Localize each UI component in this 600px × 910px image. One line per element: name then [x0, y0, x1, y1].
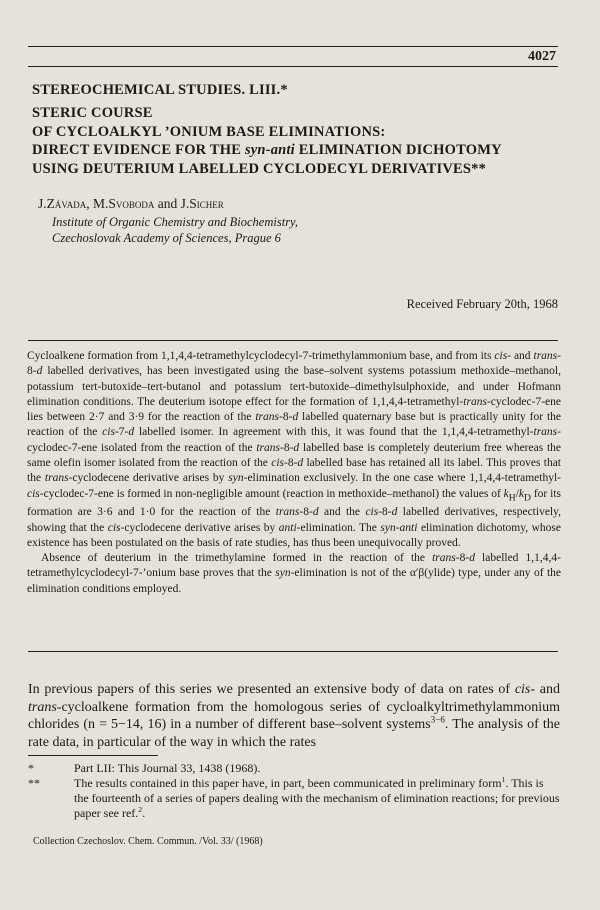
page-number: 4027 — [528, 49, 556, 64]
header-rule — [28, 66, 558, 67]
footnotes — [28, 761, 560, 821]
abstract-paragraph-1: Cycloalkene formation from 1,1,4,4-tetramethylcyclodecyl-7-trimethylammonium base, and from its cis- and trans-8-d labelled derivatives, has been investigated using the base–solvent systems potassium methoxide–methanol, potassium tert-butoxide–tert-butanol and potassium tert-butoxide–dimethylsulphoxide, and under Hofmann elimination conditions. The deuterium isotope effect for the formation of 1,1,4,4-tetramethyl-trans-cyclodec-7-ene lies between 2·7 and 3·9 for the reaction of the trans-8-d labelled quaternary base but is practically unity for the reaction of the cis-7-d labelled isomer. In agreement with this, it was found that the 1,1,4,4-tetramethyl-trans-cyclodec-7-ene isolated from the reaction of the trans-8-d labelled base is completely deuterium free whereas the same olefin isomer isolated from the reaction of the cis-8-d labelled base has retained all its label. This proves that the trans-cyclodecene derivative arises by syn-elimination exclusively. In the one case where 1,1,4,4-tetramethyl-cis-cyclodec-7-ene is formed in non-negligible amount (reaction in methoxide–methanol) the values of $k_H/k_D$ for its formation are 3·6 and 1·0 for the reaction of the trans-8-d and the cis-8-d labelled derivatives, respectively, showing that the cis-cyclodecene derivative arises by anti-elimination. The syn-anti elimination dichotomy, whose existence has been postulated on the basis of rate studies, has thus been unequivocally proved. — [27, 350, 562, 549]
body-text — [28, 681, 560, 751]
body-paragraph: In previous papers of this series we presented an extensive body of data on rates of cis- and trans-cycloalkene formation from the homologous series of cycloalkyltrimethylammonium chlorides (n = 5−14, 16) in a number of different base–solvent systems$^{3-6}$. The analysis of the rate data, in particular of the way in which the rates — [28, 682, 560, 750]
top-rule — [28, 46, 558, 47]
abstract — [27, 349, 561, 597]
abstract-top-rule — [28, 340, 558, 341]
abstract-bottom-rule — [28, 651, 558, 652]
received-date: Received February 20th, 1968 — [406, 297, 558, 311]
footnote-rule — [28, 755, 158, 756]
series-title: STEREOCHEMICAL STUDIES. LIII.* — [32, 82, 288, 98]
footnote-2: ** The results contained in this paper have, in part, been communicated in preliminary form$^1$. This is the fourteenth of a series of papers dealing with the mechanism of elimination reactions; for previous paper see ref.$^2$. — [28, 775, 560, 820]
authors: J.Závada, M.Svoboda and J.Sicher — [38, 196, 224, 211]
article-title — [32, 104, 562, 178]
affiliation: Institute of Organic Chemistry and Biochemistry, Czechoslovak Academy of Sciences, Prague 6 — [52, 215, 299, 245]
abstract-paragraph-2: Absence of deuterium in the trimethylamine formed in the reaction of the trans-8-d labelled 1,1,4,4-tetramethylcyclodecyl-7-’onium base proves that the syn-elimination is not of the α′β(ylide) type, under any of the elimination conditions employed. — [27, 552, 561, 595]
title-line-1: STERIC COURSE — [32, 105, 153, 121]
title-line-4: USING DEUTERIUM LABELLED CYCLODECYL DERIVATIVES** — [32, 160, 487, 177]
journal-footer: Collection Czechoslov. Chem. Commun. /Vol. 33/ (1968) — [33, 836, 263, 847]
title-line-3: DIRECT EVIDENCE FOR THE syn-anti ELIMINATION DICHOTOMY — [32, 142, 502, 158]
title-line-2: OF CYCLOALKYL ’ONIUM BASE ELIMINATIONS: — [32, 123, 386, 140]
footnote-1: * Part LII: This Journal 33, 1438 (1968). — [28, 761, 261, 775]
